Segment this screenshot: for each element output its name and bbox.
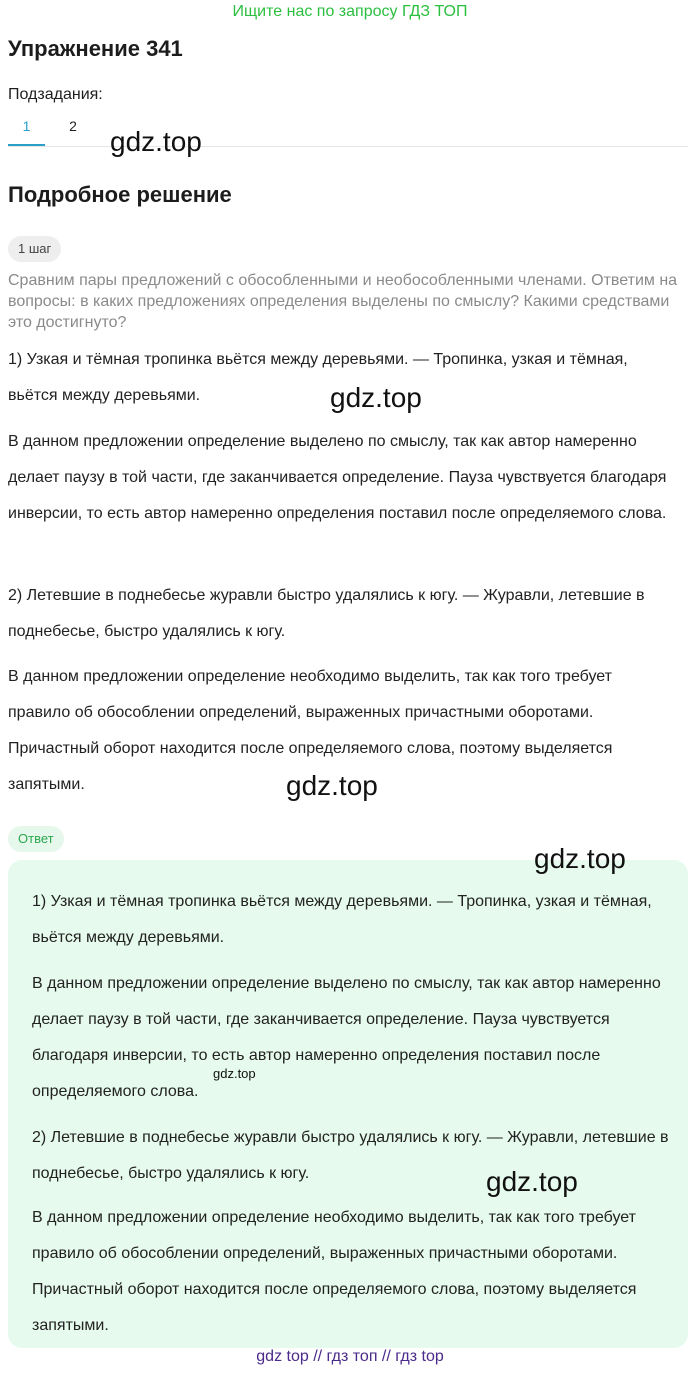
solution-paragraph-4: В данном предложении определение необходимо выделить, так как того требует правило об обособлении определений, выраженных причастными оборотами. Причастный оборот находится после определяемого слова, поэтому выделяется запятыми. [8, 668, 613, 793]
answer-paragraph-1: 1) Узкая и тёмная тропинка вьётся между деревьями. — Тропинка, узкая и тёмная, вьётся между деревьями. [32, 893, 652, 946]
task-intro: Сравним пары предложений с обособленными и необособленными членами. Ответим на вопросы: в каких предложениях определения выделены по смыслу? Какими средствами это достигнуто? [8, 272, 678, 331]
watermark: gdz.top [286, 770, 378, 801]
promo-banner[interactable]: Ищите нас по запросу ГДЗ ТОП [232, 3, 468, 20]
step-badge: 1 шаг [8, 236, 61, 262]
subtasks-label: Подзадания: [8, 86, 103, 103]
solution-paragraph-2: В данном предложении определение выделено по смыслу, так как автор намеренно делает паузу в той части, где заканчивается определение. Пауза чувствуется благодаря инверсии, то есть автор намеренно определения поставил после определяемого слова. [8, 433, 667, 522]
watermark: gdz.top [110, 126, 202, 157]
tab-subtask-1[interactable]: 1 [22, 118, 31, 134]
solution-paragraph-1: 1) Узкая и тёмная тропинка вьётся между деревьями. — Тропинка, узкая и тёмная, вьётся между деревьями. [8, 351, 628, 404]
solution-paragraph-3: 2) Летевшие в поднебесье журавли быстро удалялись к югу. — Журавли, летевшие в поднебесье, быстро удалялись к югу. [8, 587, 645, 640]
answer-paragraph-4: В данном предложении определение необходимо выделить, так как того требует правило об обособлении определений, выраженных причастными оборотами. Причастный оборот находится после определяемого слова, поэтому выделяется запятыми. [32, 1209, 637, 1334]
watermark: gdz.top [213, 1066, 256, 1081]
watermark: gdz.top [486, 1166, 578, 1197]
tab-subtask-2[interactable]: 2 [69, 118, 77, 134]
footer-links[interactable]: gdz top // гдз топ // гдз top [256, 1348, 444, 1365]
section-title: Подробное решение [8, 182, 232, 207]
watermark: gdz.top [534, 843, 626, 874]
watermark: gdz.top [330, 382, 422, 413]
answer-paragraph-2: В данном предложении определение выделено по смыслу, так как автор намеренно делает паузу в той части, где заканчивается определение. Пауза чувствуется благодаря инверсии, то есть автор намеренно определения поставил после определяемого слова. [32, 975, 661, 1100]
page-title: Упражнение 341 [8, 36, 183, 61]
answer-paragraph-3: 2) Летевшие в поднебесье журавли быстро удалялись к югу. — Журавли, летевшие в поднебесье, быстро удалялись к югу. [32, 1129, 669, 1182]
answer-badge: Ответ [8, 826, 64, 852]
